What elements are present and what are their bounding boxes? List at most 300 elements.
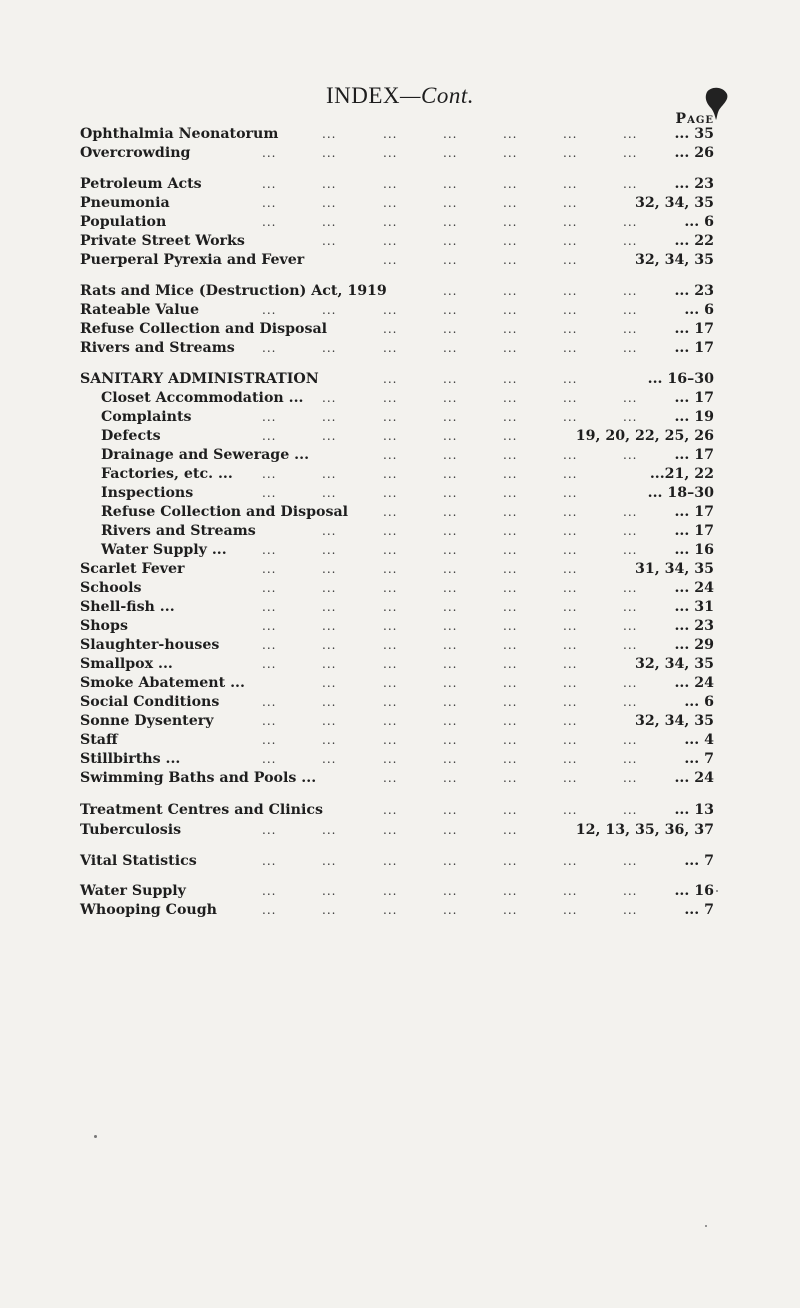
entry-label: Scarlet Fever: [80, 561, 185, 577]
leader-dot-group: ...: [443, 391, 458, 405]
leader-dot-group: ...: [322, 619, 337, 633]
entry-label: Overcrowding: [80, 145, 191, 161]
leader-dot-group: ...: [383, 196, 398, 210]
paper-speck: [705, 1225, 707, 1227]
leader-dot-group: ...: [623, 543, 638, 557]
leader-dot-group: ...: [563, 752, 578, 766]
entry-pages: ... 17: [674, 504, 714, 520]
leader-dot-group: ...: [322, 303, 337, 317]
leader-dot-group: ...: [623, 234, 638, 248]
leader-dot-group: ...: [623, 854, 638, 868]
leader-dot-group: ...: [563, 803, 578, 817]
entry-pages: ... 19: [674, 409, 714, 425]
entry-pages: 32, 34, 35: [635, 713, 714, 729]
leader-dot-group: ...: [262, 733, 277, 747]
leader-dot-group: ...: [383, 562, 398, 576]
index-entry-row: [0, 388, 800, 408]
leader-dot-group: ...: [503, 803, 518, 817]
entry-pages: ... 17: [674, 390, 714, 406]
leader-dot-group: ...: [383, 467, 398, 481]
entry-pages: 32, 34, 35: [635, 656, 714, 672]
leader-dot-group: ...: [623, 638, 638, 652]
leader-dot-group: ...: [563, 600, 578, 614]
leader-dot-group: ...: [443, 771, 458, 785]
leader-dot-group: ...: [623, 215, 638, 229]
entry-label: Shops: [80, 618, 128, 634]
leader-dot-group: ...: [383, 429, 398, 443]
leader-dot-group: ...: [383, 322, 398, 336]
leader-dot-group: ...: [383, 303, 398, 317]
leader-dot-group: ...: [443, 372, 458, 386]
index-entry-row: [0, 445, 800, 465]
leader-dot-group: ...: [322, 600, 337, 614]
index-entry-row: [0, 730, 800, 750]
leader-dot-group: ...: [262, 884, 277, 898]
leader-dot-group: ...: [623, 733, 638, 747]
entry-label: Inspections: [101, 485, 194, 501]
leader-dot-group: ...: [322, 676, 337, 690]
leader-dot-group: ...: [322, 695, 337, 709]
entry-pages: 12, 13, 35, 36, 37: [575, 822, 714, 838]
leader-dot-group: ...: [563, 638, 578, 652]
entry-label: Rivers and Streams: [101, 523, 256, 539]
leader-dot-group: ...: [563, 303, 578, 317]
entry-pages: ... 17: [674, 321, 714, 337]
entry-pages: ... 6: [684, 694, 714, 710]
entry-pages: 32, 34, 35: [635, 252, 714, 268]
entry-label: Slaughter-houses: [80, 637, 220, 653]
entry-label: Staff: [80, 732, 118, 748]
leader-dot-group: ...: [322, 196, 337, 210]
leader-dot-group: ...: [383, 524, 398, 538]
entry-label: Factories, etc. ...: [101, 466, 233, 482]
leader-dot-group: ...: [503, 562, 518, 576]
leader-dot-group: ...: [563, 253, 578, 267]
leader-dot-group: ...: [503, 676, 518, 690]
index-entry-row: [0, 300, 800, 320]
leader-dot-group: ...: [262, 543, 277, 557]
entry-label: Shell-fish ...: [80, 599, 175, 615]
entry-pages: ... 23: [674, 283, 714, 299]
leader-dot-group: ...: [503, 284, 518, 298]
entry-pages: ...21, 22: [649, 466, 714, 482]
leader-dot-group: ...: [503, 146, 518, 160]
leader-dot-group: ...: [563, 657, 578, 671]
leader-dot-group: ...: [503, 638, 518, 652]
paper-speck: [94, 1135, 97, 1138]
entry-pages: ... 31: [674, 599, 714, 615]
index-entry-row: [0, 338, 800, 358]
leader-dot-group: ...: [563, 372, 578, 386]
entry-label: Water Supply ...: [101, 542, 227, 558]
index-entry-row: [0, 900, 800, 920]
leader-dot-group: ...: [503, 903, 518, 917]
leader-dot-group: ...: [262, 619, 277, 633]
entry-pages: ... 26: [674, 145, 714, 161]
entry-label: Drainage and Sewerage ...: [101, 447, 310, 463]
leader-dot-group: ...: [563, 127, 578, 141]
entry-pages: ... 17: [674, 523, 714, 539]
leader-dot-group: ...: [322, 524, 337, 538]
leader-dot-group: ...: [503, 215, 518, 229]
leader-dot-group: ...: [262, 581, 277, 595]
entry-label: Stillbirths ...: [80, 751, 181, 767]
leader-dot-group: ...: [503, 467, 518, 481]
index-entry-row: [0, 711, 800, 731]
leader-dot-group: ...: [443, 322, 458, 336]
leader-dot-group: ...: [443, 429, 458, 443]
leader-dot-group: ...: [383, 410, 398, 424]
index-entry-row: [0, 319, 800, 339]
entry-label: Defects: [101, 428, 161, 444]
leader-dot-group: ...: [503, 505, 518, 519]
paper-speck: [716, 890, 718, 892]
leader-dot-group: ...: [443, 884, 458, 898]
leader-dot-group: ...: [322, 429, 337, 443]
leader-dot-group: ...: [383, 448, 398, 462]
leader-dot-group: ...: [563, 234, 578, 248]
leader-dot-group: ...: [503, 372, 518, 386]
leader-dot-group: ...: [563, 196, 578, 210]
leader-dot-group: ...: [443, 543, 458, 557]
index-entry-row: [0, 521, 800, 541]
entry-label: Rivers and Streams: [80, 340, 235, 356]
entry-label: Closet Accommodation ...: [101, 390, 304, 406]
entry-label: Ophthalmia Neonatorum: [80, 126, 279, 142]
entry-label: Vital Statistics: [80, 853, 197, 869]
leader-dot-group: ...: [322, 127, 337, 141]
entry-pages: ... 18–30: [647, 485, 714, 501]
leader-dot-group: ...: [503, 303, 518, 317]
leader-dot-group: ...: [262, 854, 277, 868]
leader-dot-group: ...: [623, 127, 638, 141]
leader-dot-group: ...: [383, 600, 398, 614]
entry-pages: ... 29: [674, 637, 714, 653]
leader-dot-group: ...: [262, 562, 277, 576]
leader-dot-group: ...: [503, 177, 518, 191]
title-continued: —Cont.: [400, 83, 474, 108]
leader-dot-group: ...: [503, 581, 518, 595]
index-entry-row: [0, 193, 800, 213]
entry-label: Whooping Cough: [80, 902, 217, 918]
leader-dot-group: ...: [262, 177, 277, 191]
leader-dot-group: ...: [563, 524, 578, 538]
leader-dot-group: ...: [322, 177, 337, 191]
leader-dot-group: ...: [503, 448, 518, 462]
leader-dot-group: ...: [383, 505, 398, 519]
index-entry-row: [0, 851, 800, 871]
leader-dot-group: ...: [262, 823, 277, 837]
entry-pages: ... 24: [674, 580, 714, 596]
leader-dot-group: ...: [443, 196, 458, 210]
leader-dot-group: ...: [443, 146, 458, 160]
leader-dot-group: ...: [443, 303, 458, 317]
leader-dot-group: ...: [322, 581, 337, 595]
leader-dot-group: ...: [262, 657, 277, 671]
entry-pages: ... 7: [684, 853, 714, 869]
entry-label: Refuse Collection and Disposal: [80, 321, 328, 337]
leader-dot-group: ...: [443, 448, 458, 462]
entry-pages: ... 16: [674, 542, 714, 558]
leader-dot-group: ...: [563, 771, 578, 785]
leader-dot-group: ...: [503, 884, 518, 898]
index-entry-row: [0, 616, 800, 636]
leader-dot-group: ...: [383, 695, 398, 709]
leader-dot-group: ...: [503, 127, 518, 141]
index-entry-row: [0, 502, 800, 522]
leader-dot-group: ...: [623, 771, 638, 785]
leader-dot-group: ...: [383, 391, 398, 405]
entry-pages: ... 35: [674, 126, 714, 142]
title-main: INDEX: [326, 83, 401, 108]
leader-dot-group: ...: [563, 562, 578, 576]
index-entry-row: [0, 483, 800, 503]
leader-dot-group: ...: [262, 695, 277, 709]
leader-dot-group: ...: [623, 884, 638, 898]
leader-dot-group: ...: [383, 823, 398, 837]
leader-dot-group: ...: [443, 581, 458, 595]
leader-dot-group: ...: [623, 322, 638, 336]
leader-dot-group: ...: [443, 695, 458, 709]
entry-label: Population: [80, 214, 167, 230]
leader-dot-group: ...: [503, 543, 518, 557]
leader-dot-group: ...: [383, 854, 398, 868]
index-entry-row: [0, 597, 800, 617]
index-entry-row: [0, 174, 800, 194]
leader-dot-group: ...: [563, 854, 578, 868]
entry-label: Smoke Abatement ...: [80, 675, 245, 691]
entry-pages: 19, 20, 22, 25, 26: [575, 428, 714, 444]
leader-dot-group: ...: [623, 581, 638, 595]
index-entry-row: [0, 407, 800, 427]
leader-dot-group: ...: [443, 752, 458, 766]
leader-dot-group: ...: [262, 752, 277, 766]
page-column-label: Page: [675, 111, 714, 127]
leader-dot-group: ...: [383, 771, 398, 785]
entry-label: Rateable Value: [80, 302, 199, 318]
leader-dot-group: ...: [322, 854, 337, 868]
entry-label: Puerperal Pyrexia and Fever: [80, 252, 305, 268]
index-entry-row: [0, 559, 800, 579]
leader-dot-group: ...: [563, 146, 578, 160]
leader-dot-group: ...: [503, 196, 518, 210]
leader-dot-group: ...: [443, 486, 458, 500]
leader-dot-group: ...: [623, 903, 638, 917]
leader-dot-group: ...: [383, 253, 398, 267]
page-title: [0, 83, 800, 109]
leader-dot-group: ...: [623, 524, 638, 538]
leader-dot-group: ...: [623, 803, 638, 817]
entry-label: Treatment Centres and Clinics: [80, 802, 324, 818]
leader-dot-group: ...: [262, 429, 277, 443]
leader-dot-group: ...: [322, 903, 337, 917]
leader-dot-group: ...: [563, 177, 578, 191]
leader-dot-group: ...: [563, 505, 578, 519]
leader-dot-group: ...: [322, 543, 337, 557]
leader-dot-group: ...: [623, 146, 638, 160]
leader-dot-group: ...: [563, 284, 578, 298]
leader-dot-group: ...: [383, 486, 398, 500]
leader-dot-group: ...: [623, 177, 638, 191]
leader-dot-group: ...: [503, 771, 518, 785]
index-entry-row: [0, 635, 800, 655]
entry-label: Rats and Mice (Destruction) Act, 1919: [80, 283, 387, 299]
entry-pages: ... 17: [674, 447, 714, 463]
index-entry-row: [0, 800, 800, 820]
leader-dot-group: ...: [262, 146, 277, 160]
leader-dot-group: ...: [383, 657, 398, 671]
leader-dot-group: ...: [503, 823, 518, 837]
entry-label: Petroleum Acts: [80, 176, 202, 192]
leader-dot-group: ...: [383, 215, 398, 229]
leader-dot-group: ...: [262, 410, 277, 424]
leader-dot-group: ...: [322, 657, 337, 671]
entry-label: Tuberculosis: [80, 822, 182, 838]
leader-dot-group: ...: [443, 823, 458, 837]
index-entry-row: [0, 820, 800, 840]
leader-dot-group: ...: [503, 619, 518, 633]
leader-dot-group: ...: [383, 146, 398, 160]
index-entry-row: [0, 231, 800, 251]
leader-dot-group: ...: [623, 303, 638, 317]
leader-dot-group: ...: [383, 372, 398, 386]
leader-dot-group: ...: [503, 253, 518, 267]
leader-dot-group: ...: [443, 638, 458, 652]
leader-dot-group: ...: [563, 733, 578, 747]
leader-dot-group: ...: [503, 322, 518, 336]
entry-pages: ... 13: [674, 802, 714, 818]
entry-label: Pneumonia: [80, 195, 170, 211]
entry-pages: ... 24: [674, 675, 714, 691]
leader-dot-group: ...: [623, 505, 638, 519]
leader-dot-group: ...: [383, 341, 398, 355]
leader-dot-group: ...: [563, 322, 578, 336]
leader-dot-group: ...: [563, 543, 578, 557]
leader-dot-group: ...: [503, 391, 518, 405]
leader-dot-group: ...: [503, 657, 518, 671]
index-entry-row: [0, 212, 800, 232]
index-entry-row: [0, 426, 800, 446]
leader-dot-group: ...: [383, 803, 398, 817]
entry-label: Private Street Works: [80, 233, 245, 249]
leader-dot-group: ...: [443, 467, 458, 481]
leader-dot-group: ...: [563, 884, 578, 898]
leader-dot-group: ...: [262, 303, 277, 317]
entry-pages: ... 22: [674, 233, 714, 249]
index-entry-row: [0, 124, 800, 144]
entry-label: Sonne Dysentery: [80, 713, 214, 729]
leader-dot-group: ...: [322, 884, 337, 898]
leader-dot-group: ...: [623, 448, 638, 462]
leader-dot-group: ...: [503, 733, 518, 747]
leader-dot-group: ...: [443, 562, 458, 576]
leader-dot-group: ...: [443, 733, 458, 747]
leader-dot-group: ...: [443, 253, 458, 267]
leader-dot-group: ...: [262, 903, 277, 917]
leader-dot-group: ...: [322, 391, 337, 405]
entry-pages: ... 24: [674, 770, 714, 786]
leader-dot-group: ...: [383, 234, 398, 248]
leader-dot-group: ...: [623, 391, 638, 405]
entry-label: SANITARY ADMINISTRATION: [80, 371, 319, 387]
leader-dot-group: ...: [443, 177, 458, 191]
leader-dot-group: ...: [563, 410, 578, 424]
leader-dot-group: ...: [322, 215, 337, 229]
leader-dot-group: ...: [443, 341, 458, 355]
index-entry-row: [0, 464, 800, 484]
leader-dot-group: ...: [322, 638, 337, 652]
entry-pages: ... 17: [674, 340, 714, 356]
entry-pages: 31, 34, 35: [635, 561, 714, 577]
leader-dot-group: ...: [383, 543, 398, 557]
leader-dot-group: ...: [443, 903, 458, 917]
index-entry-row: [0, 768, 800, 788]
leader-dot-group: ...: [563, 714, 578, 728]
leader-dot-group: ...: [322, 486, 337, 500]
leader-dot-group: ...: [443, 714, 458, 728]
leader-dot-group: ...: [383, 884, 398, 898]
entry-pages: ... 16–30: [647, 371, 714, 387]
leader-dot-group: ...: [443, 234, 458, 248]
leader-dot-group: ...: [503, 486, 518, 500]
index-entry-row: [0, 281, 800, 301]
leader-dot-group: ...: [322, 467, 337, 481]
entry-label: Refuse Collection and Disposal: [101, 504, 349, 520]
leader-dot-group: ...: [503, 600, 518, 614]
leader-dot-group: ...: [443, 657, 458, 671]
leader-dot-group: ...: [443, 127, 458, 141]
leader-dot-group: ...: [443, 505, 458, 519]
leader-dot-group: ...: [262, 486, 277, 500]
leader-dot-group: ...: [503, 695, 518, 709]
leader-dot-group: ...: [322, 410, 337, 424]
leader-dot-group: ...: [383, 714, 398, 728]
leader-dot-group: ...: [443, 619, 458, 633]
entry-label: Complaints: [101, 409, 192, 425]
index-entry-row: [0, 654, 800, 674]
leader-dot-group: ...: [383, 676, 398, 690]
leader-dot-group: ...: [563, 467, 578, 481]
index-entry-row: [0, 749, 800, 769]
leader-dot-group: ...: [262, 467, 277, 481]
leader-dot-group: ...: [383, 638, 398, 652]
leader-dot-group: ...: [623, 341, 638, 355]
leader-dot-group: ...: [563, 903, 578, 917]
leader-dot-group: ...: [503, 714, 518, 728]
index-entry-row: [0, 540, 800, 560]
leader-dot-group: ...: [623, 695, 638, 709]
leader-dot-group: ...: [322, 823, 337, 837]
leader-dot-group: ...: [262, 215, 277, 229]
leader-dot-group: ...: [443, 676, 458, 690]
leader-dot-group: ...: [383, 127, 398, 141]
entry-pages: ... 4: [684, 732, 714, 748]
entry-pages: ... 7: [684, 902, 714, 918]
leader-dot-group: ...: [322, 146, 337, 160]
leader-dot-group: ...: [322, 341, 337, 355]
leader-dot-group: ...: [503, 524, 518, 538]
leader-dot-group: ...: [383, 177, 398, 191]
index-entry-row: [0, 143, 800, 163]
leader-dot-group: ...: [563, 619, 578, 633]
entry-pages: ... 23: [674, 618, 714, 634]
index-entry-row: [0, 881, 800, 901]
leader-dot-group: ...: [503, 854, 518, 868]
leader-dot-group: ...: [383, 903, 398, 917]
leader-dot-group: ...: [563, 695, 578, 709]
leader-dot-group: ...: [563, 486, 578, 500]
index-entry-row: [0, 673, 800, 693]
